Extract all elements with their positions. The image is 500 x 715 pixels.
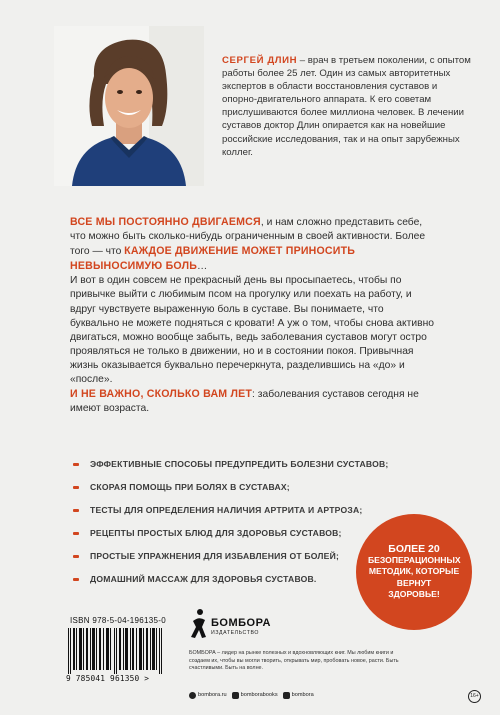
description-paragraph-2: И вот в один совсем не прекрасный день вы просыпаетесь, чтобы по привычке выйти с любимым псом на прогулку или поехать на работу, и вдруг чувствуете выраженную боль в суставе. Вы понимаете, что буквально не можете подняться с кровати! А уж о том, чтобы снова активно двигаться, можно вообще забыть, ведь заболевания суставов могут остро проявляться не только в движении, но и в состоянии покоя. Привычная жизнь оказывается буквально перечеркнута, разделившись на «до» и «после». bbox=[70, 275, 435, 386]
feature-item bbox=[70, 476, 370, 499]
highlight-phrase: ВСЕ МЫ ПОСТОЯННО ДВИГАЕМСЯ bbox=[70, 216, 261, 228]
feature-text: РЕЦЕПТЫ ПРОСТЫХ БЛЮД ДЛЯ ЗДОРОВЬЯ СУСТАВОВ; bbox=[90, 528, 342, 538]
social-label: bombora bbox=[291, 692, 314, 698]
feature-text: ДОМАШНИЙ МАССАЖ ДЛЯ ЗДОРОВЬЯ СУСТАВОВ. bbox=[90, 574, 317, 584]
description-paragraph-1 bbox=[70, 215, 435, 274]
barcode-digits: 9 785041 961350 > bbox=[66, 674, 150, 683]
bullet-mark-icon bbox=[73, 532, 79, 535]
feature-list bbox=[70, 453, 389, 591]
description-text: … bbox=[197, 261, 208, 273]
social-label: bomborabooks bbox=[240, 692, 278, 698]
feature-item bbox=[70, 499, 370, 522]
description-text: : заболевания суставов сегодня не имеют возраста. bbox=[70, 389, 419, 415]
badge-line: БОЛЕЕ 20 bbox=[388, 542, 440, 555]
promo-badge bbox=[356, 514, 472, 630]
feature-item bbox=[70, 545, 370, 568]
bullet-mark-icon bbox=[73, 486, 79, 489]
telegram-icon bbox=[232, 692, 239, 699]
author-name: СЕРГЕЙ ДЛИН bbox=[222, 55, 298, 66]
social-links bbox=[189, 690, 314, 700]
author-photo bbox=[54, 26, 204, 186]
badge-line: ВЕРНУТ bbox=[396, 577, 432, 588]
feature-item bbox=[70, 522, 370, 545]
description-text: , и нам сложно представить себе, что можно быть сколько-нибудь ограниченным в своей активности. Более того — что bbox=[70, 217, 426, 258]
isbn-text: ISBN 978-5-04-196135-0 bbox=[70, 616, 166, 625]
publisher-logo-icon bbox=[189, 607, 209, 641]
social-link-vk[interactable] bbox=[283, 692, 314, 699]
publisher-logo bbox=[189, 607, 289, 643]
badge-line: ЗДОРОВЬЕ! bbox=[388, 588, 440, 599]
feature-text: СКОРАЯ ПОМОЩЬ ПРИ БОЛЯХ В СУСТАВАХ; bbox=[90, 482, 290, 492]
book-description bbox=[70, 215, 435, 416]
publisher-blurb: БОМБОРА – лидер на рынке полезных и вдохновляющих книг. Мы любим книги и создаем их, чтобы вы могли творить, открывать мир, пробовать новое, расти. Быть счастливыми. Быть на волне. bbox=[189, 650, 399, 672]
feature-text: ТЕСТЫ ДЛЯ ОПРЕДЕЛЕНИЯ НАЛИЧИЯ АРТРИТА И АРТРОЗА; bbox=[90, 505, 363, 515]
badge-line: МЕТОДИК, КОТОРЫЕ bbox=[368, 566, 460, 577]
vk-icon bbox=[283, 692, 290, 699]
feature-item bbox=[70, 568, 370, 591]
age-rating: 16+ bbox=[468, 690, 481, 703]
feature-item bbox=[70, 453, 389, 476]
author-bio-text: – врач в третьем поколении, с опытом работы более 25 лет. Один из самых авторитетных экспертов в области восстановления суставов и опорно-двигательного аппарата. К его советам прислушиваются более миллиона человек. В лечении суставов доктор Длин опирается как на новейшие российские исследования, так и на опыт зарубежных коллег. bbox=[222, 55, 471, 158]
promo-badge-text bbox=[368, 544, 460, 600]
author-bio bbox=[222, 54, 472, 159]
bullet-mark-icon bbox=[73, 578, 79, 581]
web-icon bbox=[189, 692, 196, 699]
highlight-phrase: КАЖДОЕ ДВИЖЕНИЕ МОЖЕТ ПРИНОСИТЬ НЕВЫНОСИМУЮ БОЛЬ bbox=[70, 245, 356, 273]
feature-text: ЭФФЕКТИВНЫЕ СПОСОБЫ ПРЕДУПРЕДИТЬ БОЛЕЗНИ СУСТАВОВ; bbox=[90, 459, 389, 469]
publisher-subtitle: ИЗДАТЕЛЬСТВО bbox=[211, 630, 260, 636]
highlight-phrase: И НЕ ВАЖНО, СКОЛЬКО ВАМ ЛЕТ bbox=[70, 388, 253, 401]
bullet-mark-icon bbox=[73, 555, 79, 558]
social-label: bombora.ru bbox=[198, 692, 227, 698]
bullet-mark-icon bbox=[73, 463, 79, 466]
badge-line: БЕЗОПЕРАЦИОННЫХ bbox=[368, 555, 461, 566]
publisher-name: БОМБОРА bbox=[211, 617, 271, 629]
bullet-mark-icon bbox=[73, 509, 79, 512]
feature-text: ПРОСТЫЕ УПРАЖНЕНИЯ ДЛЯ ИЗБАВЛЕНИЯ ОТ БОЛЕЙ; bbox=[90, 551, 340, 561]
barcode bbox=[66, 628, 171, 674]
description-paragraph-3 bbox=[70, 387, 435, 416]
social-link-web[interactable] bbox=[189, 692, 227, 699]
social-link-telegram[interactable] bbox=[232, 692, 278, 699]
